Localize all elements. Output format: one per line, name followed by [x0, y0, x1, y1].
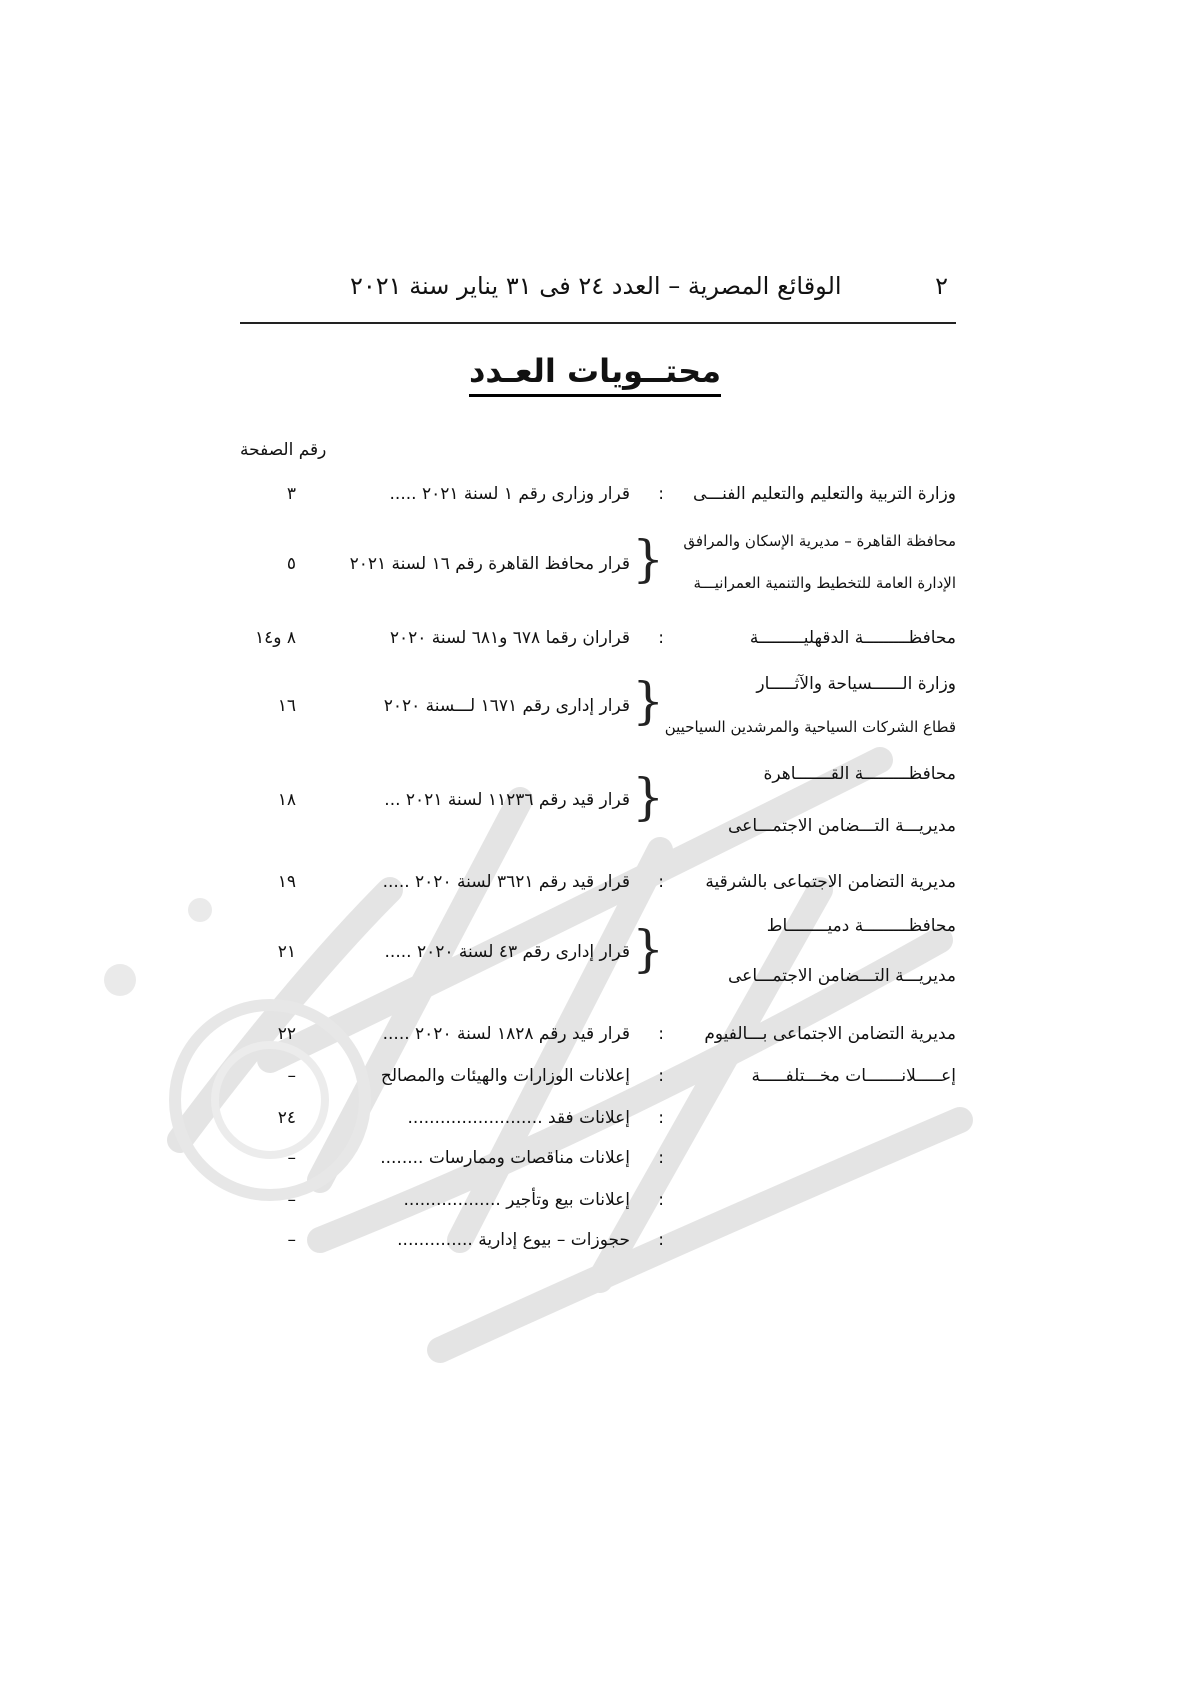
toc-page-number: –: [287, 1066, 296, 1086]
toc-description: قراران رقما ٦٧٨ و٦٨١ لسنة ٢٠٢٠: [389, 628, 630, 648]
toc-description: قرار وزارى رقم ١ لسنة ٢٠٢١ .....: [389, 484, 630, 504]
toc-description: قرار محافظ القاهرة رقم ١٦ لسنة ٢٠٢١: [349, 554, 630, 574]
toc-page-number: –: [287, 1230, 296, 1250]
header-divider: [240, 322, 956, 324]
toc-page-number: ٣: [286, 484, 296, 504]
toc-page-number: ٢٢: [277, 1024, 296, 1044]
toc-entry: [240, 484, 956, 510]
toc-entry: [240, 1108, 956, 1134]
toc-subject: إعـــــلانـــــــات مخـــتلفـــــة: [751, 1066, 956, 1086]
toc-subject: مديرية التضامن الاجتماعى بالشرقية: [705, 872, 956, 892]
page-title: [0, 352, 1190, 390]
brace-icon: {: [632, 530, 664, 588]
toc-subject: وزارة التربية والتعليم والتعليم الفنـــى: [692, 484, 956, 504]
toc-subject-line2: الإدارة العامة للتخطيط والتنمية العمرانيـــة: [693, 574, 956, 592]
toc-entry: [240, 628, 956, 654]
brace-icon: {: [632, 672, 664, 730]
page-number: ٢: [935, 272, 948, 300]
toc-subject-line2: مديريـــة التـــضامن الاجتمـــاعى: [728, 966, 956, 986]
toc-description: إعلانات بيع وتأجير ..................: [403, 1190, 630, 1210]
toc-colon: :: [658, 484, 664, 504]
toc-page-number: ١٨: [277, 790, 296, 810]
toc-description: إعلانات الوزارات والهيئات والمصالح: [380, 1066, 630, 1086]
toc-description: قرار إدارى رقم ٤٣ لسنة ٢٠٢٠ .....: [384, 942, 630, 962]
toc-page-number: ٢١: [277, 942, 296, 962]
toc-description: قرار إدارى رقم ١٦٧١ لـــسنة ٢٠٢٠: [383, 696, 630, 716]
toc-page-number: –: [287, 1148, 296, 1168]
toc-description: قرار قيد رقم ٣٦٢١ لسنة ٢٠٢٠ .....: [382, 872, 630, 892]
toc-subject-line2: قطاع الشركات السياحية والمرشدين السياحيين: [664, 718, 956, 736]
toc-page-number: ٥: [286, 554, 296, 574]
toc-entry: [240, 914, 956, 998]
toc-subject-line1: محافظة القاهرة – مديرية الإسكان والمرافق: [683, 532, 956, 550]
toc-page-number: ٢٤: [277, 1108, 296, 1128]
toc-entry: [240, 530, 956, 602]
toc-subject-line1: محافظـــــــــة دميــــــــاط: [766, 916, 956, 936]
brace-icon: {: [632, 768, 664, 826]
toc-subject: محافظـــــــــة الدقهليـــــــــة: [749, 628, 956, 648]
toc-colon: :: [658, 872, 664, 892]
page-number-column-header: رقم الصفحة: [240, 440, 327, 460]
toc-subject-line1: محافظـــــــــة القـــــــاهرة: [763, 764, 956, 784]
toc-entry: [240, 1066, 956, 1092]
header-title: الوقائع المصرية – العدد ٢٤ فى ٣١ يناير سنة ٢٠٢١: [350, 272, 842, 300]
toc-colon: :: [658, 1108, 664, 1128]
toc-page-number: –: [287, 1190, 296, 1210]
toc-description: حجوزات – بيوع إدارية ..............: [397, 1230, 630, 1250]
toc-subject: مديرية التضامن الاجتماعى بـــالفيوم: [704, 1024, 956, 1044]
toc-entry: [240, 1190, 956, 1216]
brace-icon: {: [632, 920, 664, 978]
toc-entry: [240, 1148, 956, 1174]
toc-description: إعلانات مناقصات وممارسات ........: [380, 1148, 630, 1168]
toc-description: قرار قيد رقم ١٨٢٨ لسنة ٢٠٢٠ .....: [382, 1024, 630, 1044]
toc-colon: :: [658, 1230, 664, 1250]
running-header: [240, 268, 956, 312]
toc-description: قرار قيد رقم ١١٢٣٦ لسنة ٢٠٢١ ...: [384, 790, 630, 810]
toc-page-number: ١٦: [277, 696, 296, 716]
toc-colon: :: [658, 1148, 664, 1168]
toc-colon: :: [658, 628, 664, 648]
toc-colon: :: [658, 1024, 664, 1044]
toc-entry: [240, 1230, 956, 1256]
toc-entry: [240, 1024, 956, 1050]
toc-entry: [240, 672, 956, 744]
page-title-text: محتــويات العـدد: [469, 352, 721, 397]
toc-colon: :: [658, 1190, 664, 1210]
toc-page-number: ١٩: [277, 872, 296, 892]
toc-entry: [240, 872, 956, 898]
toc-page-number: ٨ و١٤: [254, 628, 296, 648]
toc-colon: :: [658, 1066, 664, 1086]
toc-description: إعلانات فقد .........................: [407, 1108, 630, 1128]
toc-subject-line2: مديريـــة التـــضامن الاجتمـــاعى: [728, 816, 956, 836]
toc-entry: [240, 762, 956, 846]
toc-subject-line1: وزارة الــــــسياحة والآثـــــار: [756, 674, 956, 694]
